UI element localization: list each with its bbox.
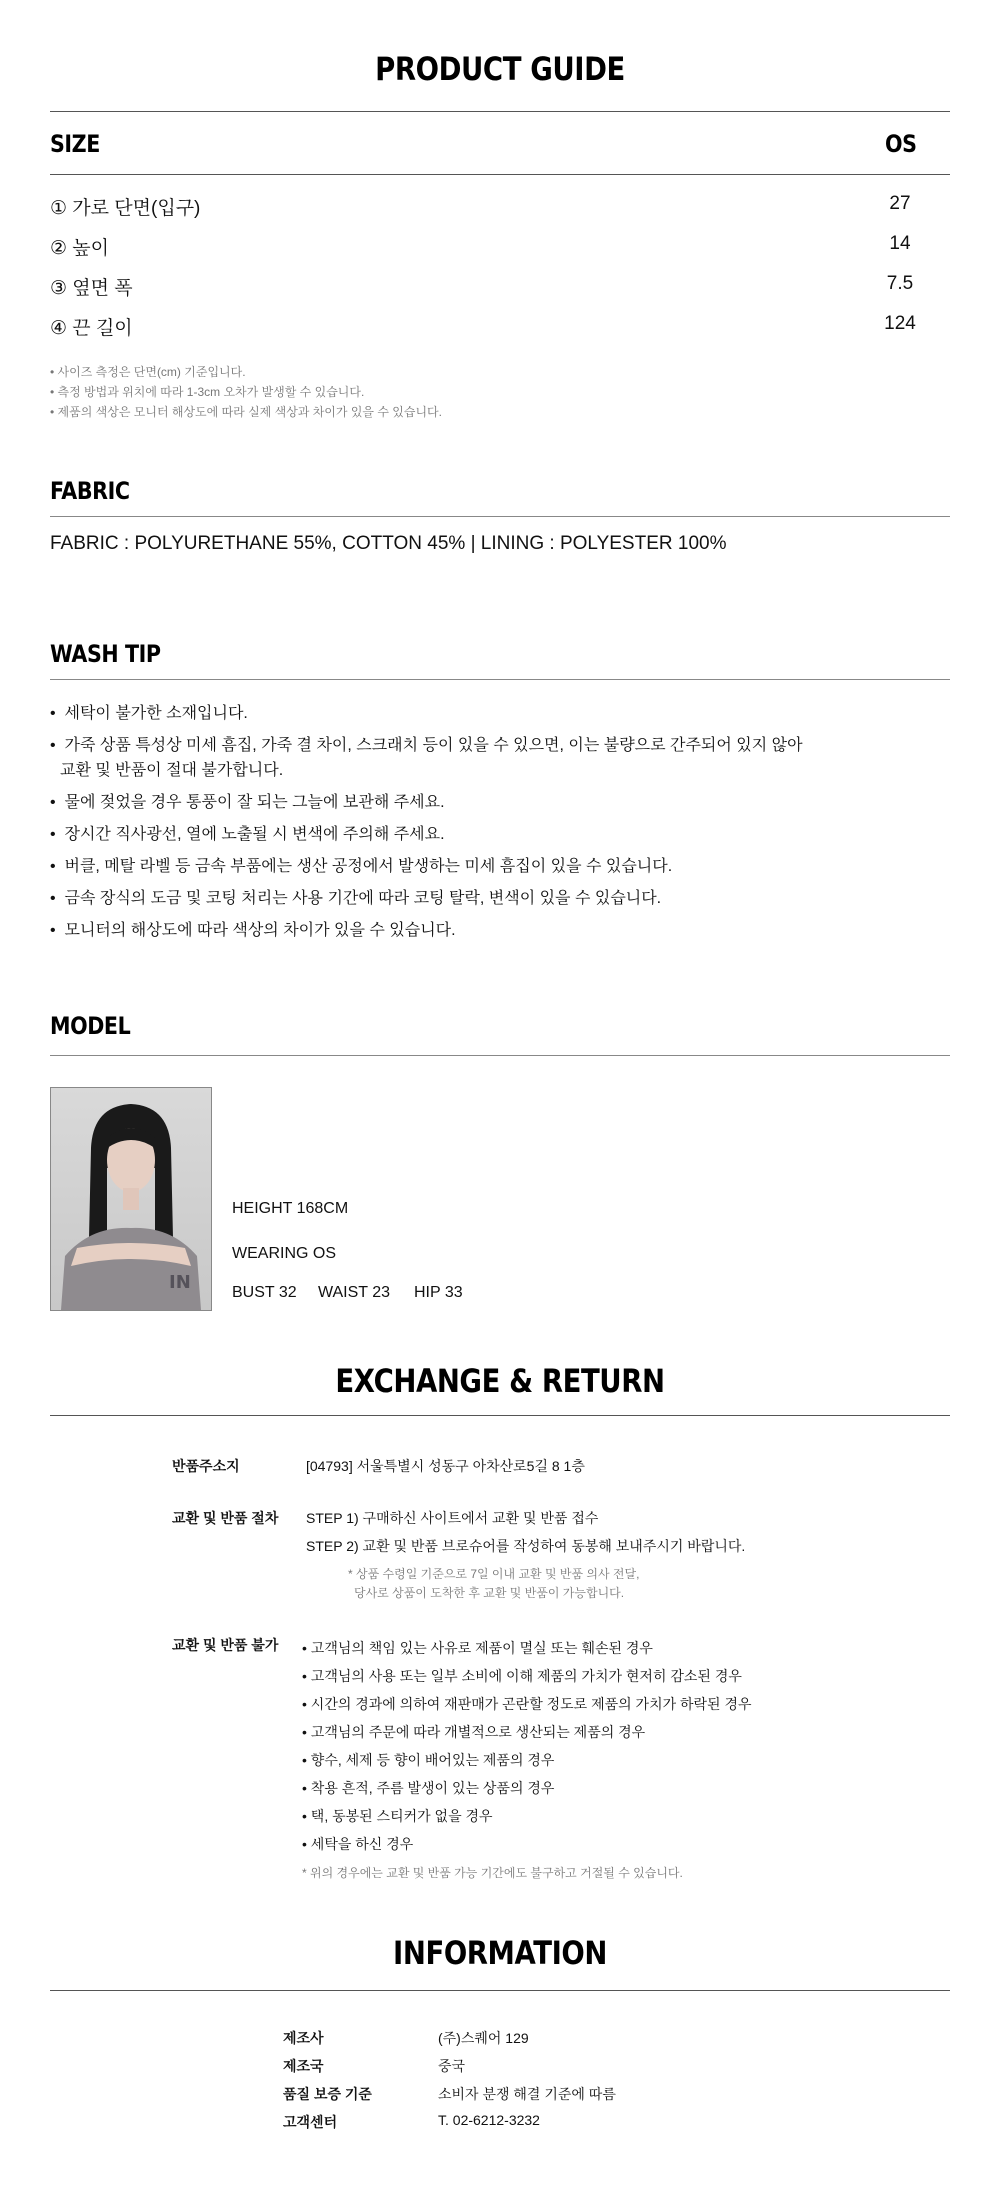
- wash-tip-item: • 세탁이 불가한 소재입니다.: [50, 705, 248, 722]
- size-row-label: ② 높이: [50, 238, 110, 259]
- model-bust: BUST 32: [232, 1284, 297, 1301]
- divider: [50, 1415, 950, 1416]
- wash-tip-title: WASH TIP: [50, 640, 161, 668]
- info-label-country: 제조국: [283, 2058, 324, 2074]
- wash-tip-item-continued: 교환 및 반품이 절대 불가합니다.: [60, 762, 284, 779]
- size-note: • 측정 방법과 위치에 따라 1-3cm 오차가 발생할 수 있습니다.: [50, 385, 365, 399]
- size-header: SIZE: [50, 130, 100, 158]
- fabric-title: FABRIC: [50, 477, 130, 505]
- size-note: • 사이즈 측정은 단면(cm) 기준입니다.: [50, 365, 246, 379]
- info-label-warranty: 품질 보증 기준: [283, 2086, 372, 2102]
- exchange-return-title: EXCHANGE & RETURN: [335, 1362, 665, 1400]
- return-deny-item: • 고객님의 사용 또는 일부 소비에 이해 제품의 가치가 현저히 감소된 경우: [302, 1668, 742, 1684]
- size-row-value: 124: [884, 313, 916, 334]
- size-column-header: OS: [885, 130, 917, 158]
- return-deny-item: • 고객님의 주문에 따라 개별적으로 생산되는 제품의 경우: [302, 1724, 646, 1740]
- return-deny-item: • 세탁을 하신 경우: [302, 1836, 414, 1852]
- return-deny-item: • 향수, 세제 등 향이 배어있는 제품의 경우: [302, 1752, 555, 1768]
- info-value-country: 중국: [438, 2058, 466, 2074]
- wash-tip-item: • 가죽 상품 특성상 미세 흠집, 가죽 결 차이, 스크래치 등이 있을 수 있으면, 이는 불량으로 간주되어 있지 않아: [50, 737, 803, 754]
- divider: [50, 1055, 950, 1056]
- return-step-1: STEP 1) 구매하신 사이트에서 교환 및 반품 접수: [306, 1510, 599, 1526]
- information-title: INFORMATION: [393, 1934, 607, 1972]
- model-waist: WAIST 23: [318, 1284, 391, 1301]
- model-title: MODEL: [50, 1012, 131, 1040]
- size-note: • 제품의 색상은 모니터 해상도에 따라 실제 색상과 차이가 있을 수 있습니다.: [50, 405, 442, 419]
- divider: [50, 174, 950, 175]
- product-guide-title: PRODUCT GUIDE: [375, 50, 625, 88]
- return-deny-note: * 위의 경우에는 교환 및 반품 가능 기간에도 불구하고 거절될 수 있습니다.: [302, 1866, 683, 1880]
- model-hip: HIP 33: [414, 1284, 463, 1301]
- wash-tip-item: • 금속 장식의 도금 및 코팅 처리는 사용 기간에 따라 코팅 탈락, 변색이 있을 수 있습니다.: [50, 890, 662, 907]
- info-label-manufacturer: 제조사: [283, 2030, 324, 2046]
- return-deny-item: • 택, 동봉된 스티커가 없을 경우: [302, 1808, 493, 1824]
- model-wearing: WEARING OS: [232, 1245, 337, 1262]
- return-step-note: * 상품 수령일 기준으로 7일 이내 교환 및 반품 의사 전달,: [348, 1567, 640, 1581]
- return-deny-item: • 시간의 경과에 의하여 재판매가 곤란할 정도로 제품의 가치가 하락된 경우: [302, 1696, 752, 1712]
- info-label-customer-center: 고객센터: [283, 2114, 338, 2130]
- return-deny-item: • 고객님의 책임 있는 사유로 제품이 멸실 또는 훼손된 경우: [302, 1640, 653, 1656]
- info-value-manufacturer: (주)스퀘어 129: [438, 2030, 529, 2046]
- wash-tip-item: • 모니터의 해상도에 따라 색상의 차이가 있을 수 있습니다.: [50, 922, 456, 939]
- size-row-label: ① 가로 단면(입구): [50, 198, 201, 219]
- model-photo: [50, 1087, 212, 1311]
- size-row-label: ③ 옆면 폭: [50, 278, 133, 299]
- size-row-value: 14: [889, 233, 911, 254]
- return-deny-item: • 착용 흔적, 주름 발생이 있는 상품의 경우: [302, 1780, 555, 1796]
- fabric-composition: FABRIC : POLYURETHANE 55%, COTTON 45% | LINING : POLYESTER 100%: [50, 533, 727, 554]
- return-step-2: STEP 2) 교환 및 반품 브로슈어를 작성하여 동봉해 보내주시기 바랍니다.: [306, 1538, 746, 1554]
- svg-text:IN: IN: [169, 1272, 191, 1293]
- divider: [50, 679, 950, 680]
- size-row-label: ④ 끈 길이: [50, 318, 133, 339]
- return-step-note: 당사로 상품이 도착한 후 교환 및 반품이 가능합니다.: [354, 1586, 625, 1600]
- divider: [50, 111, 950, 112]
- return-deny-label: 교환 및 반품 불가: [172, 1637, 279, 1653]
- divider: [50, 1990, 950, 1991]
- wash-tip-item: • 물에 젖었을 경우 통풍이 잘 되는 그늘에 보관해 주세요.: [50, 794, 445, 811]
- wash-tip-item: • 장시간 직사광선, 열에 노출될 시 변색에 주의해 주세요.: [50, 826, 445, 843]
- divider: [50, 516, 950, 517]
- return-process-label: 교환 및 반품 절차: [172, 1510, 279, 1526]
- model-height: HEIGHT 168CM: [232, 1200, 349, 1217]
- info-value-warranty: 소비자 분쟁 해결 기준에 따름: [438, 2086, 616, 2102]
- info-value-customer-center: T. 02-6212-3232: [438, 2112, 540, 2128]
- size-row-value: 7.5: [886, 273, 914, 294]
- size-row-value: 27: [889, 193, 911, 214]
- return-address-label: 반품주소지: [172, 1458, 240, 1474]
- wash-tip-item: • 버클, 메탈 라벨 등 금속 부품에는 생산 공정에서 발생하는 미세 흠집이 있을 수 있습니다.: [50, 858, 673, 875]
- return-address-value: [04793] 서울특별시 성동구 아차산로5길 8 1층: [306, 1458, 585, 1474]
